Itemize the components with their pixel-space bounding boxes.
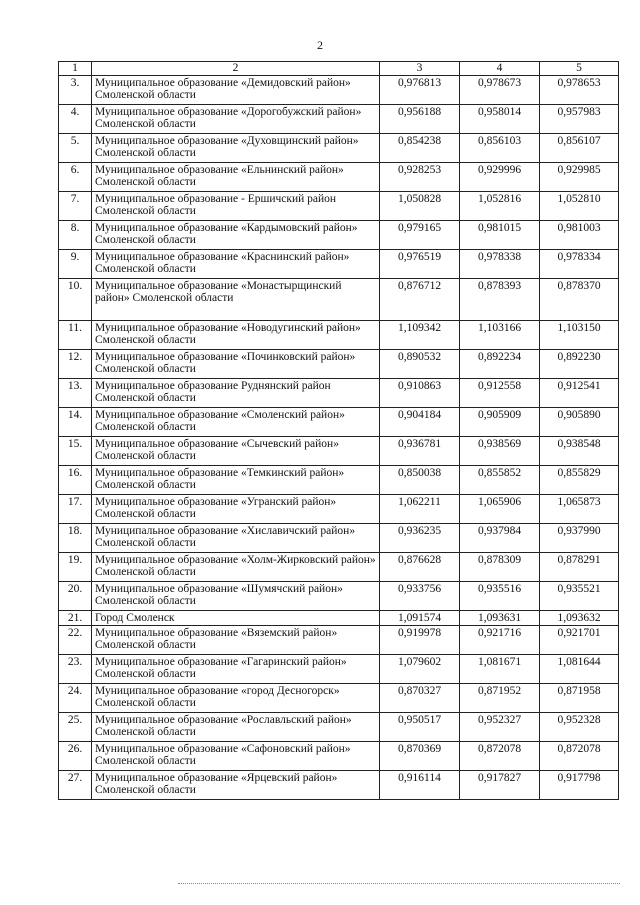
table-body (59, 62, 619, 800)
municipality-name: Муниципальное образование «Новодугинский район» Смоленской области (92, 320, 380, 349)
municipality-name: Муниципальное образование «Сычевский район» Смоленской области (92, 436, 380, 465)
row-number: 15. (59, 436, 92, 465)
value-col-5: 0,871958 (540, 683, 619, 712)
row-number: 16. (59, 465, 92, 494)
table-row (59, 278, 619, 320)
municipality-name: Муниципальное образование «Ярцевский район» Смоленской области (92, 770, 380, 799)
value-col-3: 0,870369 (380, 741, 460, 770)
table-header-row (59, 62, 619, 76)
row-number: 23. (59, 654, 92, 683)
value-col-5: 0,917798 (540, 770, 619, 799)
table-row (59, 249, 619, 278)
row-number: 21. (59, 610, 92, 625)
value-col-4: 0,981015 (460, 220, 540, 249)
value-col-3: 0,936235 (380, 523, 460, 552)
municipality-name: Муниципальное образование - Ершичский район Смоленской области (92, 191, 380, 220)
table-row (59, 349, 619, 378)
row-number: 26. (59, 741, 92, 770)
value-col-4: 1,081671 (460, 654, 540, 683)
table-row (59, 436, 619, 465)
value-col-5: 0,929985 (540, 162, 619, 191)
municipality-name: Муниципальное образование «Демидовский район» Смоленской области (92, 75, 380, 104)
row-number: 19. (59, 552, 92, 581)
municipality-name: Муниципальное образование «Холм-Жирковский район» Смоленской области (92, 552, 380, 581)
table-row (59, 770, 619, 799)
value-col-4: 0,905909 (460, 407, 540, 436)
value-col-3: 0,890532 (380, 349, 460, 378)
table-row (59, 712, 619, 741)
value-col-4: 0,872078 (460, 741, 540, 770)
municipality-name: Муниципальное образование «Рославльский район» Смоленской области (92, 712, 380, 741)
row-number: 25. (59, 712, 92, 741)
value-col-5: 0,872078 (540, 741, 619, 770)
row-number: 27. (59, 770, 92, 799)
municipality-name: Муниципальное образование «Гагаринский район» Смоленской области (92, 654, 380, 683)
value-col-5: 0,957983 (540, 104, 619, 133)
table-row (59, 523, 619, 552)
value-col-5: 1,103150 (540, 320, 619, 349)
row-number: 10. (59, 278, 92, 320)
table-row (59, 220, 619, 249)
table-row (59, 741, 619, 770)
value-col-3: 0,950517 (380, 712, 460, 741)
table-row (59, 494, 619, 523)
municipality-name: Муниципальное образование «Вяземский район» Смоленской области (92, 625, 380, 654)
value-col-4: 0,921716 (460, 625, 540, 654)
table-row (59, 75, 619, 104)
table-row (59, 683, 619, 712)
value-col-4: 0,878393 (460, 278, 540, 320)
page-number: 2 (317, 38, 323, 52)
table-row (59, 162, 619, 191)
value-col-4: 1,065906 (460, 494, 540, 523)
table-row (59, 581, 619, 610)
value-col-4: 1,103166 (460, 320, 540, 349)
value-col-5: 0,952328 (540, 712, 619, 741)
value-col-5: 0,937990 (540, 523, 619, 552)
value-col-3: 0,919978 (380, 625, 460, 654)
value-col-3: 1,062211 (380, 494, 460, 523)
value-col-3: 1,079602 (380, 654, 460, 683)
value-col-5: 0,878370 (540, 278, 619, 320)
value-col-4: 1,052816 (460, 191, 540, 220)
footer-dotted-line (178, 883, 620, 884)
column-header-5: 5 (540, 62, 619, 76)
municipality-name: Муниципальное образование «Краснинский район» Смоленской области (92, 249, 380, 278)
value-col-3: 0,976813 (380, 75, 460, 104)
value-col-5: 0,978334 (540, 249, 619, 278)
table-row (59, 625, 619, 654)
value-col-3: 0,956188 (380, 104, 460, 133)
table-row (59, 654, 619, 683)
table-row (59, 465, 619, 494)
value-col-5: 0,981003 (540, 220, 619, 249)
value-col-4: 0,856103 (460, 133, 540, 162)
row-number: 24. (59, 683, 92, 712)
value-col-5: 1,093632 (540, 610, 619, 625)
value-col-3: 0,916114 (380, 770, 460, 799)
value-col-3: 0,904184 (380, 407, 460, 436)
column-header-4: 4 (460, 62, 540, 76)
row-number: 14. (59, 407, 92, 436)
table-row (59, 378, 619, 407)
row-number: 13. (59, 378, 92, 407)
value-col-4: 1,093631 (460, 610, 540, 625)
value-col-3: 0,910863 (380, 378, 460, 407)
table-row (59, 407, 619, 436)
column-header-2: 2 (92, 62, 380, 76)
value-col-5: 0,905890 (540, 407, 619, 436)
value-col-4: 0,952327 (460, 712, 540, 741)
municipality-name: Муниципальное образование «Хиславичский район» Смоленской области (92, 523, 380, 552)
value-col-5: 0,855829 (540, 465, 619, 494)
value-col-3: 0,850038 (380, 465, 460, 494)
municipality-name: Муниципальное образование «Шумячский район» Смоленской области (92, 581, 380, 610)
value-col-5: 0,978653 (540, 75, 619, 104)
table-row (59, 552, 619, 581)
value-col-4: 0,855852 (460, 465, 540, 494)
value-col-5: 0,938548 (540, 436, 619, 465)
table-row (59, 320, 619, 349)
value-col-3: 0,876628 (380, 552, 460, 581)
value-col-5: 1,081644 (540, 654, 619, 683)
table-row (59, 133, 619, 162)
row-number: 20. (59, 581, 92, 610)
municipality-name: Муниципальное образование «Ельнинский район» Смоленской области (92, 162, 380, 191)
value-col-3: 0,870327 (380, 683, 460, 712)
municipality-name: Муниципальное образование «Смоленский район» Смоленской области (92, 407, 380, 436)
value-col-3: 0,933756 (380, 581, 460, 610)
municipality-name: Муниципальное образование «Темкинский район» Смоленской области (92, 465, 380, 494)
value-col-3: 1,091574 (380, 610, 460, 625)
value-col-3: 0,854238 (380, 133, 460, 162)
value-col-3: 0,936781 (380, 436, 460, 465)
row-number: 18. (59, 523, 92, 552)
value-col-4: 0,917827 (460, 770, 540, 799)
row-number: 11. (59, 320, 92, 349)
municipality-name: Муниципальное образование «Починковский район» Смоленской области (92, 349, 380, 378)
value-col-4: 0,878309 (460, 552, 540, 581)
value-col-4: 0,935516 (460, 581, 540, 610)
value-col-4: 0,938569 (460, 436, 540, 465)
table-row (59, 104, 619, 133)
coefficients-table (58, 61, 619, 800)
municipality-name: Муниципальное образование Руднянский район Смоленской области (92, 378, 380, 407)
row-number: 22. (59, 625, 92, 654)
municipality-name: Муниципальное образование «Угранский район» Смоленской области (92, 494, 380, 523)
value-col-5: 0,921701 (540, 625, 619, 654)
value-col-4: 0,937984 (460, 523, 540, 552)
value-col-4: 0,978673 (460, 75, 540, 104)
value-col-3: 0,928253 (380, 162, 460, 191)
value-col-3: 1,050828 (380, 191, 460, 220)
row-number: 6. (59, 162, 92, 191)
value-col-5: 1,052810 (540, 191, 619, 220)
value-col-3: 0,876712 (380, 278, 460, 320)
value-col-3: 0,979165 (380, 220, 460, 249)
value-col-4: 0,978338 (460, 249, 540, 278)
row-number: 7. (59, 191, 92, 220)
municipality-name: Город Смоленск (92, 610, 380, 625)
value-col-4: 0,958014 (460, 104, 540, 133)
value-col-3: 1,109342 (380, 320, 460, 349)
row-number: 8. (59, 220, 92, 249)
table-row (59, 610, 619, 625)
table-row (59, 191, 619, 220)
value-col-4: 0,871952 (460, 683, 540, 712)
value-col-5: 0,878291 (540, 552, 619, 581)
value-col-4: 0,892234 (460, 349, 540, 378)
value-col-5: 0,856107 (540, 133, 619, 162)
column-header-3: 3 (380, 62, 460, 76)
municipality-name: Муниципальное образование «Дорогобужский район» Смоленской области (92, 104, 380, 133)
row-number: 3. (59, 75, 92, 104)
value-col-5: 0,892230 (540, 349, 619, 378)
municipality-name: Муниципальное образование «Сафоновский район» Смоленской области (92, 741, 380, 770)
value-col-5: 0,912541 (540, 378, 619, 407)
value-col-5: 1,065873 (540, 494, 619, 523)
row-number: 12. (59, 349, 92, 378)
municipality-name: Муниципальное образование «Кардымовский район» Смоленской области (92, 220, 380, 249)
value-col-4: 0,912558 (460, 378, 540, 407)
value-col-4: 0,929996 (460, 162, 540, 191)
row-number: 4. (59, 104, 92, 133)
value-col-5: 0,935521 (540, 581, 619, 610)
row-number: 5. (59, 133, 92, 162)
municipality-name: Муниципальное образование «Монастырщинский район» Смоленской области (92, 278, 380, 320)
row-number: 17. (59, 494, 92, 523)
row-number: 9. (59, 249, 92, 278)
municipality-name: Муниципальное образование «Духовщинский район» Смоленской области (92, 133, 380, 162)
column-header-1: 1 (59, 62, 92, 76)
value-col-3: 0,976519 (380, 249, 460, 278)
municipality-name: Муниципальное образование «город Десногорск» Смоленской области (92, 683, 380, 712)
